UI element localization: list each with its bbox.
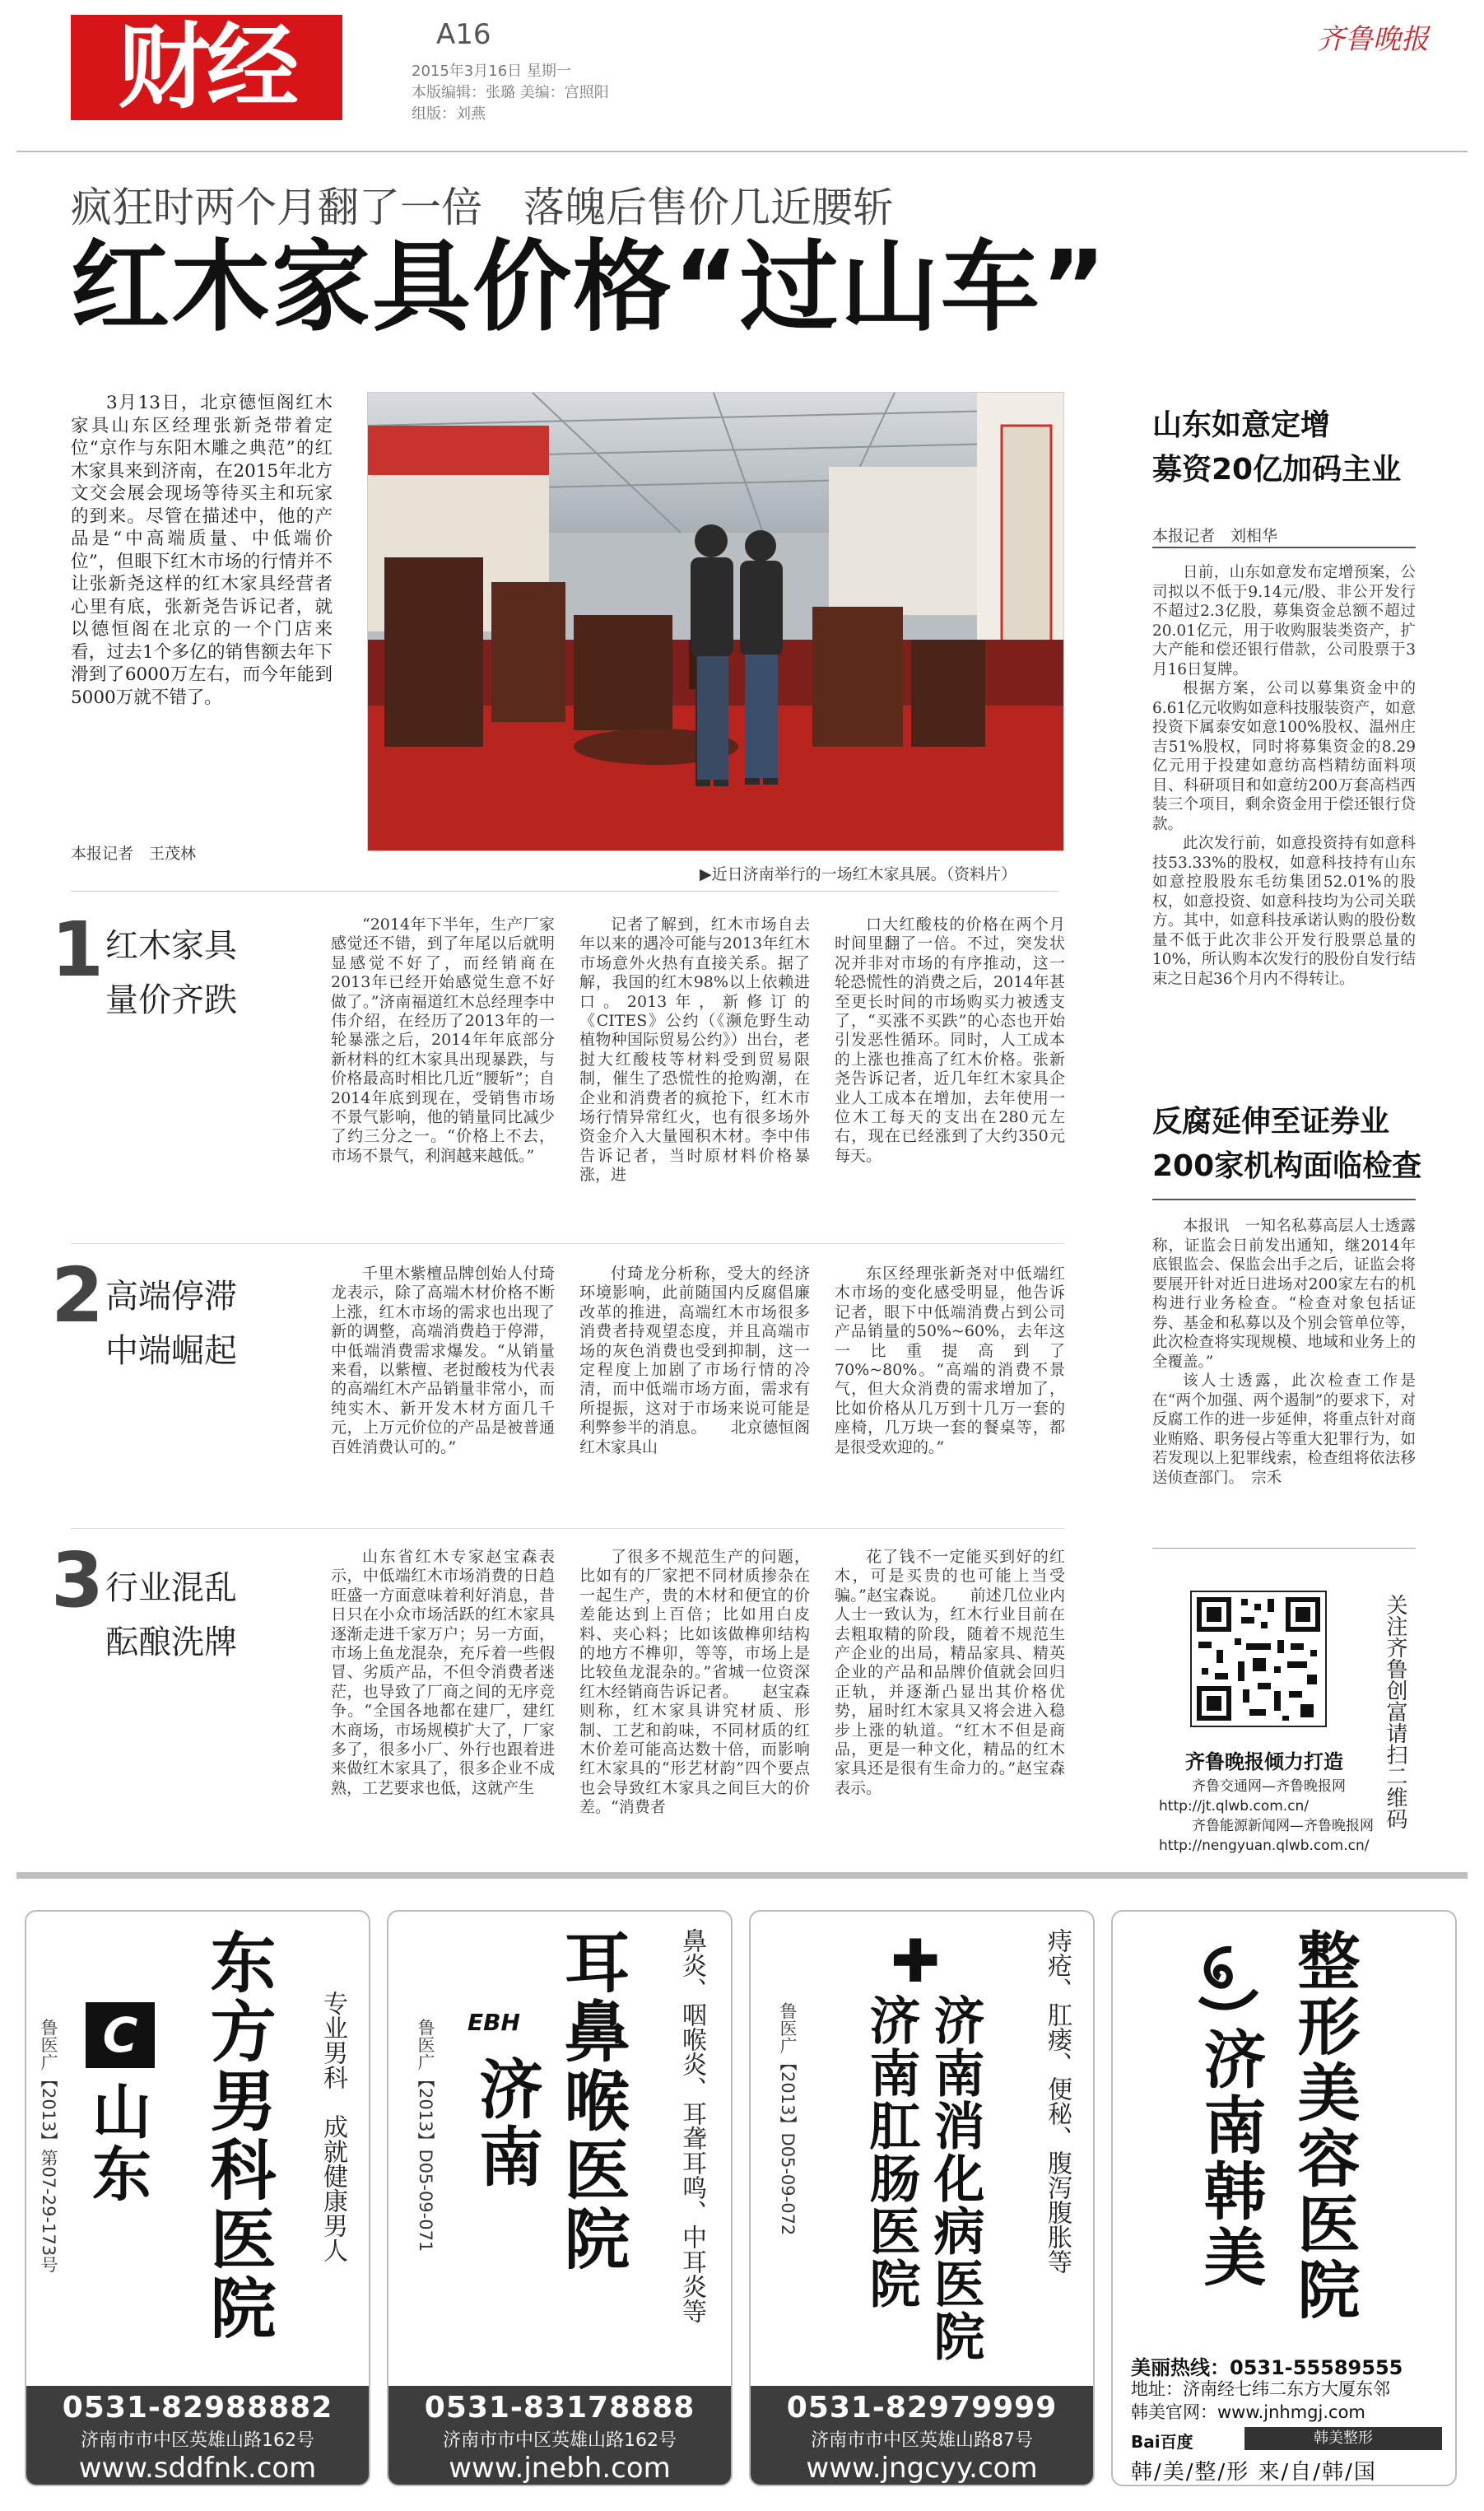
lead-paragraph: 3月13日，北京德恒阁红木家具山东区经理张新尧带着定位“京作与东阳木雕之典范”的红木家具来到济南，在2015年北方文交会展会现场等待买主和玩家的到来。尽管在描述中，他的产品是“中高端质量、中低端价位”，但眼下红木市场的行情并不让张新尧这样的红木家具经营者心里有底，张新尧告诉记者，就以德恒阁在北京的一个门店来看，过去1个多亿的销售额去年下滑到了6000万左右，而今年能到5000万就不错了。 <box>71 393 333 708</box>
site-2-name: 齐鲁能源新闻网—齐鲁晚报网 <box>1192 1818 1374 1834</box>
ad-3-tagline: 痔疮、肛瘘、便秘、腹泻腹胀等 <box>1043 1928 1072 2274</box>
right-story-2-rule <box>1152 1199 1416 1200</box>
ad-3-name-2: 济南肛肠医院 <box>861 1994 921 2310</box>
ad-2-tagline: 鼻炎、咽喉炎、耳聋耳鸣、中耳炎等 <box>677 1928 706 2323</box>
section-2-title <box>105 1269 237 1378</box>
headline-kicker: 疯狂时两个月翻了一倍 落魄后售价几近腰斩 <box>71 184 894 231</box>
site-2-url[interactable]: http://nengyuan.qlwb.com.cn/ <box>1159 1838 1370 1854</box>
photo-illustration <box>368 393 1064 851</box>
ad-2-region: 济南 <box>468 2056 542 2191</box>
ad-3-website[interactable]: www.jngcyy.com <box>806 2452 1038 2485</box>
right-story-2-title <box>1152 1100 1421 1189</box>
right-story-1-byline: 本报记者 刘相华 <box>1152 527 1278 545</box>
right-story-1-body: 日前，山东如意发布定增预案，公司拟以不低于9.14元/股、非公开发行不超过2.3亿股，募集资金总额不超过20.01亿元，用于收购服装类资产，扩大产能和偿还银行借款，公司股票于3月16日复牌。 根据方案，公司以募集资金中的6.61亿元收购如意科技服装资产，如意投资下属泰安如意100%股权、温州庄吉51%股权，同时将募集资金的8.29亿元用于投建如意纺高档精纺面料项目、科研项目和如意纺200万套高档西装三个项目，剩余资金用于偿还银行贷款。 此次发行前，如意投资持有如意科技53.33%的股权，如意科技持有山东如意控股股东毛纺集团52.01%的股权，如意投资、如意科技均为公司关联方。其中，如意科技承诺认购的股份数量不低于此次非公开发行股票总量的10%，所认购本次发行的股份自发行结束之日起36个月内不得转让。 <box>1152 564 1416 988</box>
ad-2-logo: EBH <box>468 2009 520 2036</box>
section-1-title <box>105 919 237 1027</box>
editors-line: 本版编辑：张璐 美编：宫照阳 <box>412 84 609 101</box>
section-1-col-2: 记者了解到，红木市场自去年以来的遇冷可能与2013年红木市场意外火热有直接关系。据了解，我国的红木98%以上依赖进口。2013年，新修订的《CITES》公约（《濒危野生动植物种国际贸易公约》）出台，老挝大红酸枝等材料受到贸易限制，催生了恐慌性的抢购潮，在企业和消费者的疯抢下，红木市场行情异常红火，也有很多场外资金介入大量囤积木材。李中伟告诉记者，当时原材料价格暴涨，进 <box>579 915 810 1185</box>
issue-date: 2015年3月16日 星期一 <box>412 63 571 80</box>
right-divider <box>1152 1548 1416 1549</box>
ad-2-address: 济南市市中区英雄山路162号 <box>443 2430 677 2451</box>
right-story-2-body: 本报讯 一知名私募高层人士透露称，证监会日前发出通知，继2014年底银监会、保监会出手之后，证监会将要展开针对近日进场对200家左右的机构进行业务检查。“检查对象包括证券、基金和私募以及个别会管单位等，此次检查将实现规模、地域和业务上的全覆盖。” 该人士透露，此次检查工作是在“两个加强、两个遏制”的要求下，对反腐工作的进一步延伸，将重点针对商业贿赂、职务侵占等重大犯罪行为，如若发现以上犯罪线索，检查组将依法移送侦查部门。 宗禾 <box>1152 1218 1416 1487</box>
ad-2-license: 鲁医广【2013】D05-09-071 <box>416 2019 435 2252</box>
ad-jinan-hanmei-plastic-surgery[interactable] <box>1111 1910 1457 2486</box>
page-number: A16 <box>436 18 491 51</box>
ads-divider <box>16 1872 1468 1879</box>
ad-1-address: 济南市市中区英雄山路162号 <box>81 2430 314 2451</box>
ad-3-phone: 0531-82979999 <box>786 2391 1058 2425</box>
ad-1-phone: 0531-82988882 <box>62 2391 333 2425</box>
qr-code[interactable] <box>1190 1591 1327 1727</box>
qr-instruction: 关注齐鲁创富请扫二维码 <box>1383 1594 1407 1829</box>
section-3-title-line1: 行业混乱 <box>105 1569 237 1607</box>
section-3-col-3: 花了钱不一定能买到好的红木，可是买贵的也可能上当受骗。”赵宝森说。 前述几位业内人士一致认为，红木行业目前在去粗取精的阶段，随着不规范生产企业的出局，精品家具、精英企业的产品和品牌价值就会回归正轨，并逐渐凸显出其价格优势，届时红木家具又将会进入稳步上涨的轨道。“红木不但是商品，更是一种文化，精品的红木家具还是很有生命力的。”赵宝森表示。 <box>835 1548 1065 1797</box>
ad-1-footer <box>26 2386 369 2485</box>
masthead-meta <box>412 61 609 125</box>
ad-dongfang-andrology[interactable] <box>25 1910 370 2486</box>
newspaper-brand: 齐鲁晚报 <box>1317 23 1429 56</box>
right-story-2-title-line2: 200家机构面临检查 <box>1152 1149 1422 1183</box>
section-3-number: 3 <box>51 1536 105 1624</box>
ad-1-tagline: 专业男科 成就健康男人 <box>319 1991 347 2262</box>
ad-jinan-digestive-hospital[interactable] <box>749 1910 1095 2486</box>
right-story-1-rule <box>1152 547 1416 548</box>
section-1-title-line2: 量价齐跌 <box>105 981 237 1019</box>
ad-1-license: 鲁医广【2013】第07-29-173号 <box>39 2019 58 2274</box>
proofreader-line: 组版：刘燕 <box>412 105 486 123</box>
ad-3-logo: ✚ <box>891 1926 941 1996</box>
ad-3-name: 济南消化病医院 <box>925 1994 985 2363</box>
promo-line: 齐鲁晚报倾力打造 <box>1185 1750 1343 1773</box>
right-story-2-title-line1: 反腐延伸至证券业 <box>1152 1105 1390 1139</box>
section-1-number: 1 <box>51 906 105 994</box>
qr-code-pattern <box>1192 1592 1325 1726</box>
ad-1-region: 山东 <box>82 2080 151 2206</box>
section-logo: 财经 <box>71 15 342 120</box>
section-2-col-2: 付琦龙分析称，受大的经济环境影响，此前随国内反腐倡廉改革的推进，高端红木市场很多消费者持观望态度，并且高端市场的灰色消费也受到抑制，这一定程度上加剧了市场行情的冷清，而中低端市场方面，需求有所提振，这对于市场来说可能是利弊参半的消息。 北京德恒阁红木家具山 <box>579 1265 810 1456</box>
section-1-title-line1: 红木家具 <box>105 927 237 965</box>
site-1-name: 齐鲁交通网—齐鲁晚报网 <box>1192 1778 1346 1795</box>
ad-2-website[interactable]: www.jnebh.com <box>449 2452 671 2485</box>
section-2-title-line1: 高端停滞 <box>105 1278 237 1316</box>
ad-4-baidu-logo: Bai百度 <box>1131 2432 1193 2452</box>
ad-4-hotline: 美丽热线：0531-55589555 <box>1131 2356 1403 2379</box>
section-2-title-line2: 中端崛起 <box>105 1332 237 1370</box>
section-3-col-2: 了很多不规范生产的问题，比如有的厂家把不同材质掺杂在一起生产，贵的木材和便宜的价差能达到上百倍；比如用白皮料、夹心料；比如该做榫卯结构的地方不榫卯，等等，市场上是比较鱼龙混杂的。”省城一位资深红木经销商告诉记者。 赵宝森则称，红木家具讲究材质、形制、工艺和韵味，不同材质的红木价差可能高达数十倍，而影响红木家具的“形艺材韵”四个要点也会导致红木家具之间巨大的价差。“消费者 <box>579 1548 810 1817</box>
lead-divider <box>71 891 1058 892</box>
ad-3-footer <box>751 2386 1093 2485</box>
ad-4-search-box[interactable]: 韩美整形 <box>1244 2427 1442 2450</box>
headline-title: 红木家具价格“过山车” <box>71 231 1108 345</box>
exhibition-photo <box>367 392 1064 851</box>
site-1-url[interactable]: http://jt.qlwb.com.cn/ <box>1159 1798 1310 1815</box>
section-2-col-3: 东区经理张新尧对中低端红木市场的变化感受明显，他告诉记者，眼下中低端消费占到公司产品销量的50%~60%，去年这一比重提高到了70%~80%。“高端的消费不景气，但大众消费的需求增加了，比如价格从几万到十几万一套的座椅，几万块一套的餐桌等，都是很受欢迎的。” <box>835 1265 1065 1456</box>
section-2-col-1: 千里木紫檀品牌创始人付琦龙表示，除了高端木材价格不断上涨，红木市场的需求也出现了新的调整，高端消费趋于停滞，中低端消费需求爆发。“从销量来看，以紫檀、老挝酸枝为代表的高端红木产品销量非常小，而纯实木、新开发木材方面几千元，上万元价位的产品是被普通百姓消费认可的。” <box>331 1265 555 1456</box>
ad-1-logo: C <box>86 2002 155 2068</box>
masthead-divider <box>16 151 1468 152</box>
ad-4-address: 地址：济南经七纬二东方大厦东邻 <box>1131 2379 1390 2399</box>
right-story-1-title-line1: 山东如意定增 <box>1152 408 1331 442</box>
ad-4-name: 整形美容医院 <box>1287 1928 1361 2323</box>
section-2-number: 2 <box>51 1251 105 1339</box>
ad-2-name: 耳鼻喉医院 <box>553 1928 630 2274</box>
ad-4-website[interactable]: 韩美官网：www.jnhmgj.com <box>1131 2402 1365 2422</box>
ad-1-name: 东方男科医院 <box>199 1928 276 2343</box>
section-1-col-1: “2014年下半年，生产厂家感觉还不错，到了年尾以后就明显感觉不好了，而经销商在2013年已经开始感觉生意不好做了。”济南福道红木总经理李中伟介绍，在经历了2013年的一轮暴涨之后，2014年年底部分新材料的红木家具出现暴跌，与价格最高时相比几近“腰斩”；自2014年底到现在，受销售市场不景气影响，他的销量同比减少了约三分之一。“价格上不去，市场不景气，利润越来越低。” <box>331 915 555 1165</box>
ad-3-license: 鲁医广【2013】D05-09-072 <box>778 2002 798 2236</box>
section-3-col-1: 山东省红木专家赵宝森表示，中低端红木市场消费的日趋旺盛一方面意味着利好消息，昔日只在小众市场活跃的红木家具逐渐走进千家万户；另一方面，市场上鱼龙混杂，充斥着一些假冒、劣质产品，不但令消费者迷茫，也导致了厂商之间的无序竞争。“全国各地都在建厂，建红木商场，市场规模扩大了，厂家多了，很多小厂、外行也跟着进来做红木家具了，很多企业不成熟，工艺要求也低，这就产生 <box>331 1548 555 1797</box>
right-story-1-title <box>1152 403 1401 492</box>
right-story-1-title-line2: 募资20亿加码主业 <box>1152 453 1402 487</box>
ad-4-slogan: 韩/美/整/形 来/自/韩/国 <box>1131 2460 1377 2485</box>
ad-3-address: 济南市市中区英雄山路87号 <box>811 2430 1033 2451</box>
section-3-title-line2: 酝酿洗牌 <box>105 1624 237 1661</box>
section-1-col-3: 口大红酸枝的价格在两个月时间里翻了一倍。不过，突发状况并非对市场的有序推动，这一轮恐慌性的消费之后，2014年甚至更长时间的市场购买力被透支了，“买涨不买跌”的心态也开始引发恶性循环。同时，人工成本的上涨也推高了红木价格。张新尧告诉记者，近几年红木家具企业人工成本在增加，去年使用一位木工每天的支出在280元左右，现在已经涨到了大约350元每天。 <box>835 915 1065 1165</box>
ad-2-footer <box>388 2386 731 2485</box>
ad-1-website[interactable]: www.sddfnk.com <box>78 2452 317 2485</box>
ad-4-swan-logo-icon <box>1184 1941 1266 2015</box>
lead-byline: 本报记者 王茂林 <box>71 845 197 863</box>
photo-caption: ▶近日济南举行的一场红木家具展。（资料片） <box>700 865 1017 883</box>
ad-jinan-ent-hospital[interactable] <box>387 1910 733 2486</box>
section-2-divider <box>71 1528 1065 1529</box>
section-1-divider <box>71 1243 1065 1244</box>
ad-4-region: 济南韩美 <box>1193 2027 1267 2290</box>
ad-2-phone: 0531-83178888 <box>424 2391 695 2425</box>
section-3-title <box>105 1561 237 1670</box>
